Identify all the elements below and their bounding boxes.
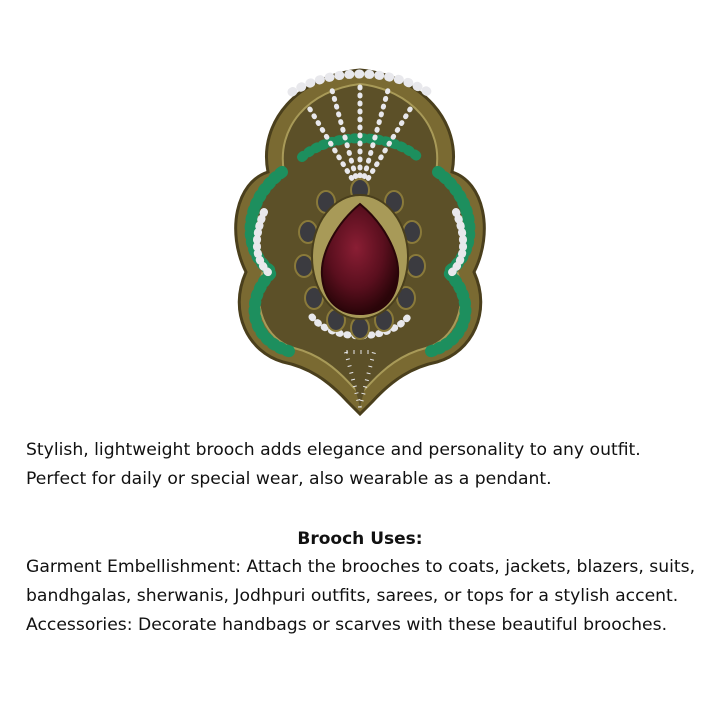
uses-line-2: bandhgalas, sherwanis, Jodhpuri outfits, sarees, or tops for a stylish accent. bbox=[26, 586, 679, 606]
uses-line-1: Garment Embellishment: Attach the brooches to coats, jackets, blazers, suits, bbox=[26, 557, 696, 577]
product-description bbox=[26, 436, 706, 494]
description-line-2: Perfect for daily or special wear, also wearable as a pendant. bbox=[26, 469, 552, 489]
description-line-1: Stylish, lightweight brooch adds elegance and personality to any outfit. bbox=[26, 440, 641, 460]
uses-heading: Brooch Uses: bbox=[297, 529, 423, 549]
uses-line-3: Accessories: Decorate handbags or scarves with these beautiful brooches. bbox=[26, 615, 668, 635]
brooch-image bbox=[222, 62, 498, 422]
uses-text bbox=[26, 553, 712, 640]
brooch-illustration bbox=[222, 62, 498, 422]
